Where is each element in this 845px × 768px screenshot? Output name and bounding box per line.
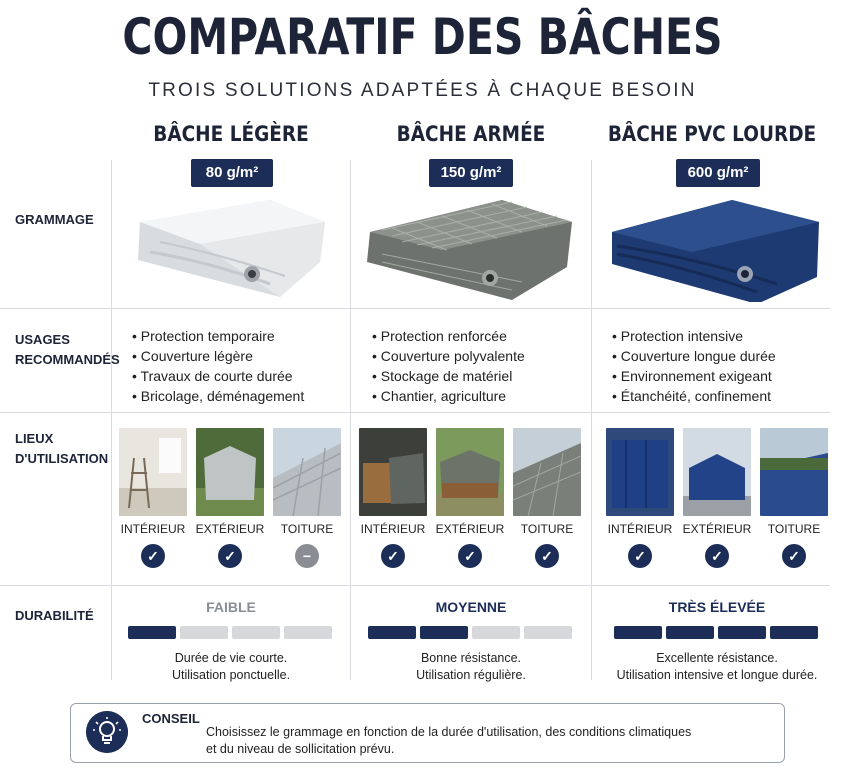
check-icon: ✓ <box>381 544 405 568</box>
durability-bar <box>718 626 766 639</box>
usage-item: • Stockage de matériel <box>372 366 525 386</box>
usage-item: • Travaux de courte durée <box>132 366 304 386</box>
row-label-usages-line: USAGES <box>15 332 70 347</box>
durability-description <box>597 650 837 684</box>
lightbulb-icon <box>86 711 128 753</box>
usage-item: • Couverture longue durée <box>612 346 776 366</box>
durability-description-line: Bonne résistance. <box>420 651 522 665</box>
column-title: BÂCHE LÉGÈRE <box>153 122 309 146</box>
row-label-grammage: GRAMMAGE <box>15 212 94 227</box>
check-icon: ✓ <box>705 544 729 568</box>
check-icon: ✓ <box>628 544 652 568</box>
durability-bar <box>666 626 714 639</box>
usage-item: • Protection renforcée <box>372 326 525 346</box>
roof-photo <box>513 428 581 516</box>
durability-description-line: Utilisation régulière. <box>416 668 526 682</box>
place-label: EXTÉRIEUR <box>195 522 265 536</box>
durability-bar <box>420 626 468 639</box>
durability-description-line: Durée de vie courte. <box>174 651 288 665</box>
tip-text-line: Choisissez le grammage en fonction de la durée d'utilisation, des conditions climatiques <box>206 725 692 739</box>
usage-item: • Chantier, agriculture <box>372 386 525 406</box>
roof-photo <box>760 428 828 516</box>
check-icon: ✓ <box>141 544 165 568</box>
usage-item: • Couverture légère <box>132 346 304 366</box>
exterior-photo <box>436 428 504 516</box>
check-icon: ✓ <box>535 544 559 568</box>
roof-photo <box>273 428 341 516</box>
usage-list <box>132 326 304 406</box>
durability-description <box>111 650 351 684</box>
durability-bar <box>128 626 176 639</box>
heavy-pvc-tarp-image <box>607 192 822 302</box>
check-icon: ✓ <box>218 544 242 568</box>
light-tarp-image <box>120 192 335 302</box>
usage-item: • Couverture polyvalente <box>372 346 525 366</box>
row-label-lieux-line: D'UTILISATION <box>15 451 109 466</box>
durability-level: FAIBLE <box>206 599 256 615</box>
place-label: TOITURE <box>520 522 574 536</box>
weight-badge: 600 g/m² <box>676 159 760 187</box>
divider <box>0 308 830 309</box>
interior-photo <box>606 428 674 516</box>
place-label: INTÉRIEUR <box>360 522 426 536</box>
tip-text <box>206 724 691 758</box>
page-subtitle: TROIS SOLUTIONS ADAPTÉES À CHAQUE BESOIN <box>148 80 697 101</box>
usage-list <box>612 326 776 406</box>
durability-level: MOYENNE <box>435 599 507 615</box>
durability-bar <box>472 626 520 639</box>
check-icon: ✓ <box>458 544 482 568</box>
row-label-lieux <box>15 429 108 469</box>
page-title: COMPARATIF DES BÂCHES <box>122 8 723 66</box>
durability-bar <box>284 626 332 639</box>
durability-description <box>351 650 591 684</box>
row-label-usages-line: RECOMMANDÉS <box>15 352 120 367</box>
usage-item: • Bricolage, déménagement <box>132 386 304 406</box>
place-label: TOITURE <box>280 522 334 536</box>
reinforced-tarp-image <box>362 192 577 302</box>
place-label: EXTÉRIEUR <box>435 522 505 536</box>
tip-text-line: et du niveau de sollicitation prévu. <box>206 742 395 756</box>
place-label: INTÉRIEUR <box>120 522 186 536</box>
exterior-photo <box>196 428 264 516</box>
durability-bar <box>368 626 416 639</box>
usage-item: • Protection temporaire <box>132 326 304 346</box>
durability-bar <box>770 626 818 639</box>
row-label-lieux-line: LIEUX <box>15 431 54 446</box>
usage-item: • Environnement exigeant <box>612 366 776 386</box>
minus-icon: − <box>295 544 319 568</box>
durability-description-line: Utilisation ponctuelle. <box>171 668 291 682</box>
interior-photo <box>359 428 427 516</box>
divider <box>591 160 592 680</box>
tip-title: CONSEIL <box>142 711 200 726</box>
place-label: EXTÉRIEUR <box>682 522 752 536</box>
weight-badge: 150 g/m² <box>429 159 513 187</box>
place-label: INTÉRIEUR <box>607 522 673 536</box>
column-title: BÂCHE PVC LOURDE <box>607 122 817 146</box>
divider <box>0 412 830 413</box>
durability-bar <box>524 626 572 639</box>
column-title: BÂCHE ARMÉE <box>396 122 546 146</box>
weight-badge: 80 g/m² <box>191 159 273 187</box>
check-icon: ✓ <box>782 544 806 568</box>
row-label-durabilite: DURABILITÉ <box>15 608 94 623</box>
durability-description-line: Excellente résistance. <box>656 651 778 665</box>
durability-bar <box>232 626 280 639</box>
usage-list <box>372 326 525 406</box>
exterior-photo <box>683 428 751 516</box>
durability-description-line: Utilisation intensive et longue durée. <box>616 668 818 682</box>
divider <box>0 585 830 586</box>
interior-photo <box>119 428 187 516</box>
row-label-usages <box>15 330 120 370</box>
durability-bar <box>180 626 228 639</box>
durability-bar <box>614 626 662 639</box>
place-label: TOITURE <box>767 522 821 536</box>
usage-item: • Étanchéité, confinement <box>612 386 776 406</box>
durability-level: TRÈS ÉLEVÉE <box>668 599 766 615</box>
usage-item: • Protection intensive <box>612 326 776 346</box>
